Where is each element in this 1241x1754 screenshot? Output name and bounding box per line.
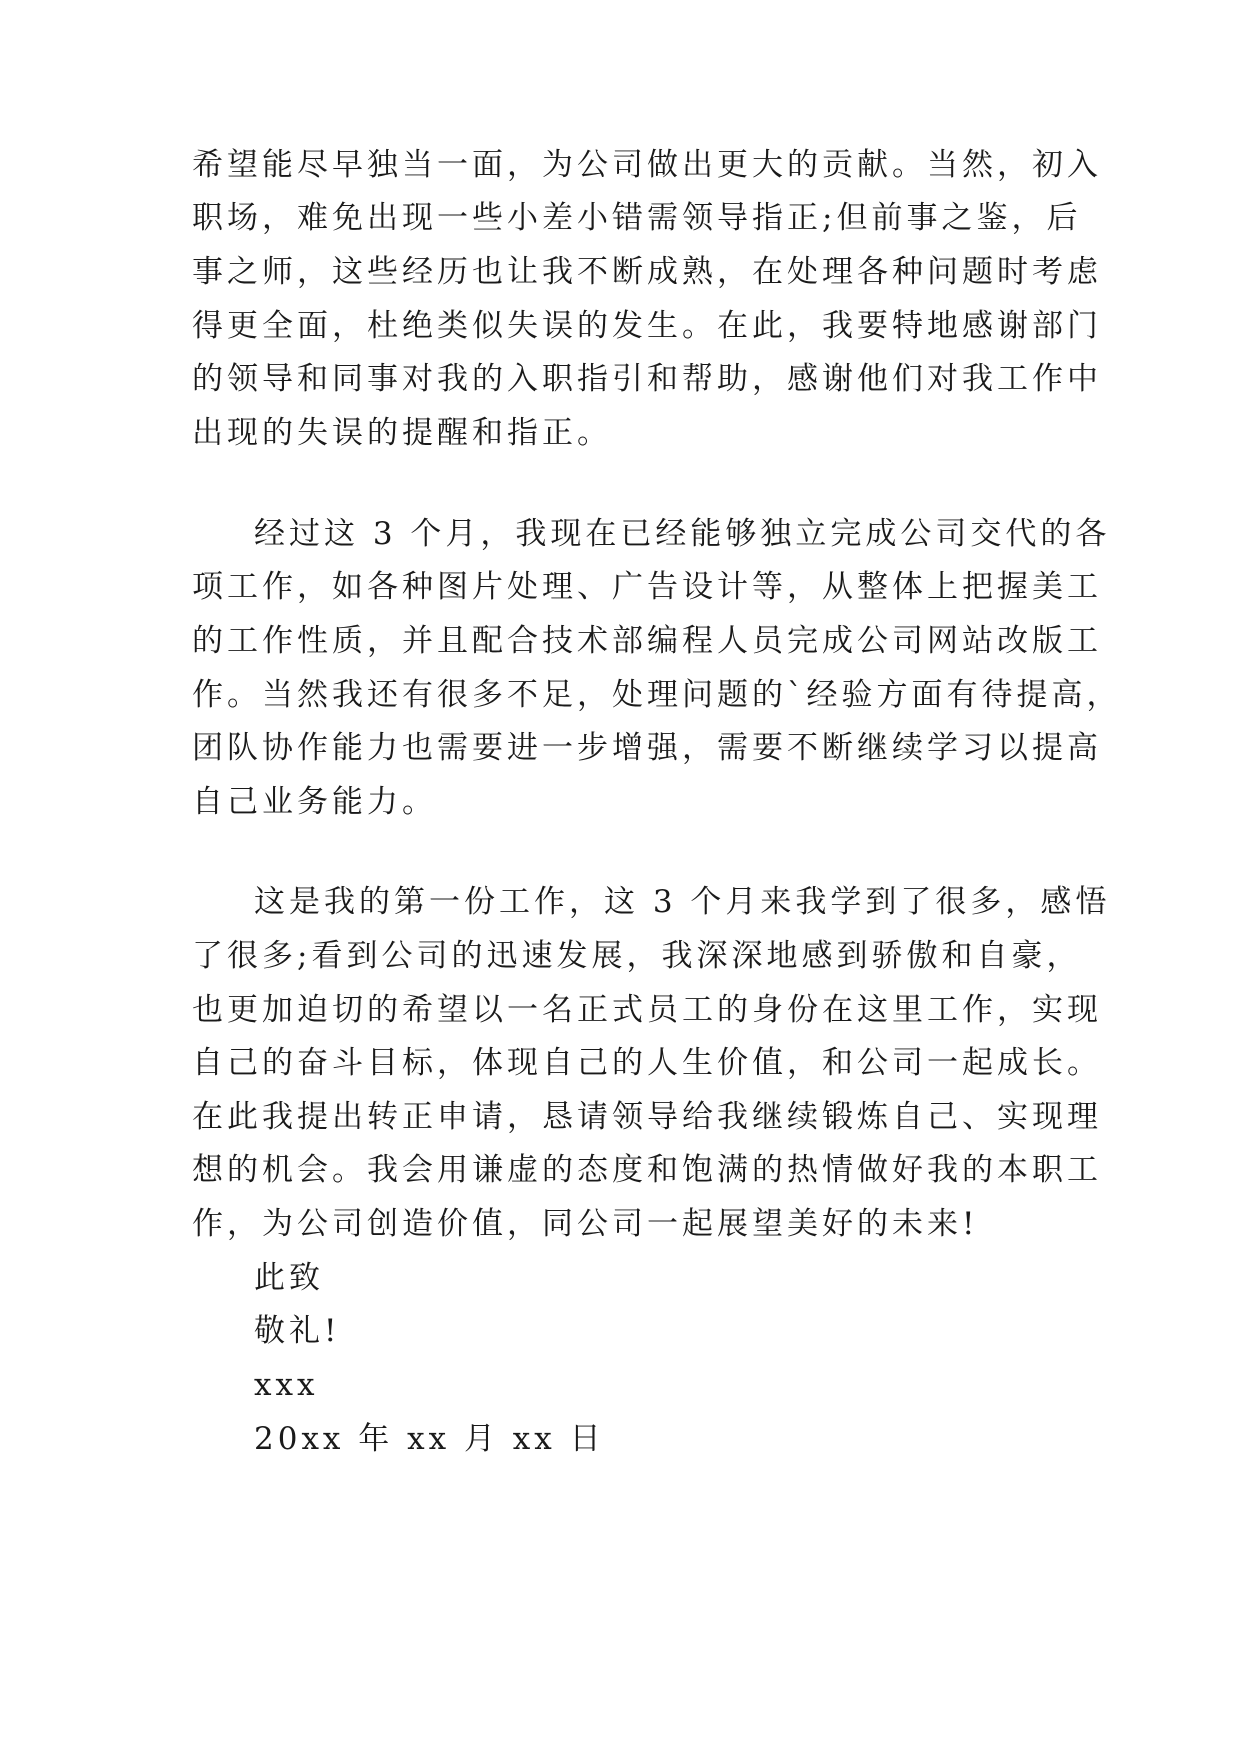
body-line-11: 团队协作能力也需要进一步增强，需要不断继续学习以提高 [192, 730, 1102, 766]
body-line-7: 经过这 3 个月，我现在已经能够独立完成公司交代的各 [254, 516, 1111, 552]
body-line-15: 也更加迫切的希望以一名正式员工的身份在这里工作，实现 [192, 992, 1102, 1028]
body-line-10: 作。当然我还有很多不足，处理问题的`经验方面有待提高， [192, 677, 1122, 713]
body-line-12: 自己业务能力。 [192, 784, 437, 820]
body-line-18: 想的机会。我会用谦虚的态度和饱满的热情做好我的本职工 [192, 1152, 1102, 1188]
body-line-1: 希望能尽早独当一面，为公司做出更大的贡献。当然，初入 [192, 147, 1102, 183]
body-line-2: 职场，难免出现一些小差小错需领导指正;但前事之鉴，后 [192, 200, 1082, 236]
closing-regards: 敬礼! [254, 1313, 341, 1349]
body-line-16: 自己的奋斗目标，体现自己的人生价值，和公司一起成长。 [192, 1045, 1102, 1081]
signature-name: xxx [254, 1367, 319, 1403]
signature-date: 20xx 年 xx 月 xx 日 [254, 1421, 605, 1457]
closing-salutation: 此致 [254, 1260, 324, 1296]
body-line-6: 出现的失误的提醒和指正。 [192, 415, 612, 451]
body-line-13: 这是我的第一份工作，这 3 个月来我学到了很多，感悟 [254, 884, 1111, 920]
body-line-3: 事之师，这些经历也让我不断成熟，在处理各种问题时考虑 [192, 254, 1102, 290]
body-line-19: 作，为公司创造价值，同公司一起展望美好的未来! [192, 1206, 979, 1242]
body-line-5: 的领导和同事对我的入职指引和帮助，感谢他们对我工作中 [192, 361, 1102, 397]
body-line-8: 项工作，如各种图片处理、广告设计等，从整体上把握美工 [192, 569, 1102, 605]
body-line-17: 在此我提出转正申请，恳请领导给我继续锻炼自己、实现理 [192, 1099, 1102, 1135]
body-line-14: 了很多;看到公司的迅速发展，我深深地感到骄傲和自豪， [192, 938, 1082, 974]
body-line-9: 的工作性质，并且配合技术部编程人员完成公司网站改版工 [192, 623, 1102, 659]
body-line-4: 得更全面，杜绝类似失误的发生。在此，我要特地感谢部门 [192, 308, 1102, 344]
